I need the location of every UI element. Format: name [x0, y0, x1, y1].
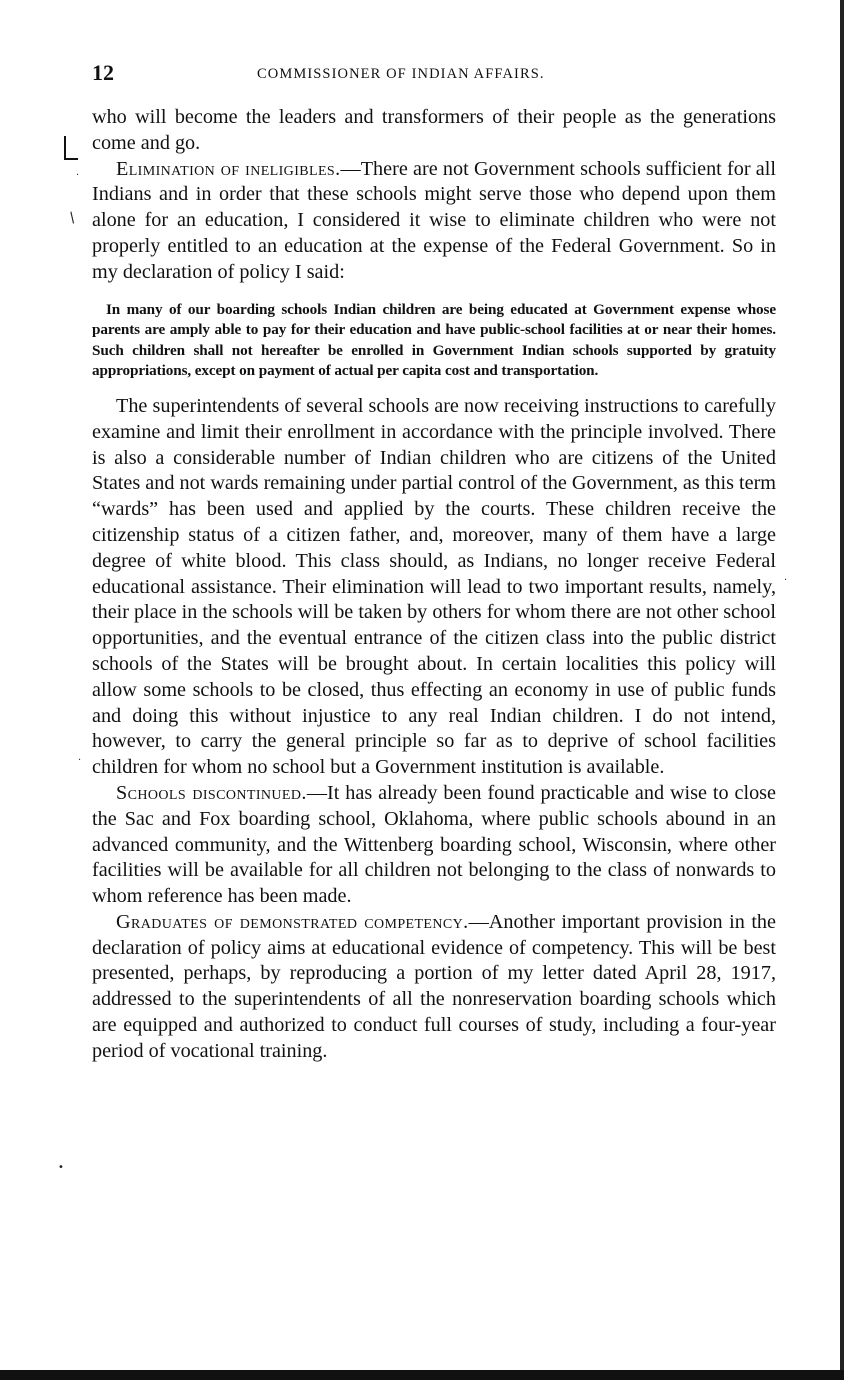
page-edge-shadow: [840, 0, 844, 1370]
page-number: 12: [92, 60, 114, 85]
paragraph-elimination: [92, 157, 776, 286]
policy-quote: [92, 300, 776, 382]
paragraph-text: —It has already been found practicable and wise to close the Sac and Fox boarding school, Oklahoma, where public schools abound in an advanced community, and the Wittenberg boarding school, Wisconsin, where other facilities will be available for all children not belonging to the class of nonwards to whom reference has been made.: [92, 781, 777, 908]
paragraph-continuation: [92, 105, 776, 157]
margin-bracket-mark: [64, 136, 78, 160]
margin-dot-mark: ·: [76, 170, 80, 181]
paragraph-superintendents: [92, 394, 776, 781]
section-heading: Graduates of demonstrated competency.: [116, 910, 469, 933]
paragraph-graduates: [92, 910, 776, 1065]
paragraph-text: The superintendents of several schools are now receiving instructions to carefully examine and limit their enrollment in accordance with the principle involved. There is also a considerable number of Indian children who are citizens of the United States and not wards remaining under partial control of the Government, as this term “wards” has been used and applied by the courts. These children receive the citizenship status of a citizen father, and, moreover, many of them have a large degree of white blood. This class should, as Indians, no longer receive Federal educational assistance. Their elimination will lead to two important results, namely, their place in the schools will be taken by others for whom there are not other school opportunities, and the eventual entrance of the citizen class into the public district schools of the States will be brought about. In certain localities this policy will allow some schools to be closed, thus effecting an economy in use of public funds and doing this without injustice to any real Indian children. I do not intend, however, to carry the general principle so far as to deprive of school facilities children for whom no school but a Government institution is available.: [92, 394, 776, 779]
margin-tick-mark: /: [66, 209, 79, 227]
running-head: COMMISSIONER OF INDIAN AFFAIRS.: [257, 66, 545, 82]
section-heading: Elimination of ineligibles.: [116, 157, 341, 180]
section-heading: Schools discontinued.: [116, 781, 307, 804]
margin-dot-mark: ·: [784, 575, 788, 586]
margin-dot-mark: ·: [78, 755, 82, 766]
margin-dot-mark: •: [58, 1162, 64, 1173]
paragraph-text: who will become the leaders and transformers of their people as the generations come and go.: [92, 106, 776, 154]
paragraph-text: —There are not Government schools sufficient for all Indians and in order that these schools might serve those who depend upon them alone for an education, I considered it wise to eliminate children who were not properly entitled to an education at the expense of the Federal Government. So in my declaration of policy I said:: [92, 157, 776, 283]
page-header: [92, 60, 782, 90]
page-bottom-border: [0, 1370, 844, 1380]
quote-text: In many of our boarding schools Indian children are being educated at Government expense whose parents are amply able to pay for their education and have public-school facilities at or near their homes. Such children shall not hereafter be enrolled in Government Indian schools supported by gratuity appropriations, except on payment of actual per capita cost and transportation.: [92, 300, 776, 380]
body-text: [92, 105, 776, 1065]
paragraph-text: —Another important provision in the declaration of policy aims at educational evidence of competency. This will be best presented, perhaps, by reproducing a portion of my letter dated April 28, 1917, addressed to the superintendents of all the nonreservation boarding schools which are equipped and authorized to conduct full courses of study, including a four-year period of vocational training.: [92, 910, 776, 1062]
paragraph-schools-discontinued: [92, 781, 776, 910]
